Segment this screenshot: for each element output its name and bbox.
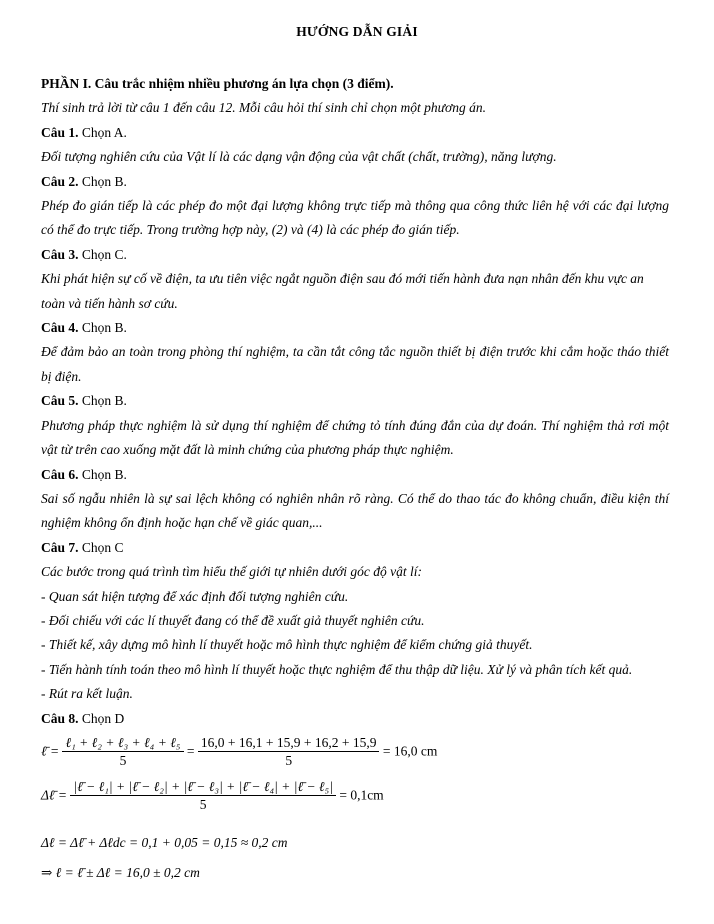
question-answer: Chọn B.: [81, 393, 127, 409]
list-item: - Rút ra kết luận.: [41, 686, 133, 702]
formula-error: Δℓ = Δℓ̄ + Δℓdc = 0,1 + 0,05 = 0,15 ≈ 0,2 cm: [41, 834, 288, 850]
list-item: - Quan sát hiện tượng để xác định đối tượng nghiên cứu.: [41, 588, 349, 604]
list-item: - Tiến hành tính toán theo mô hình lí thuyết hoặc thực nghiệm để thu thập dữ liệu. Xử lý và phân tích kết quả.: [41, 661, 633, 677]
formula-mean-lhs: ℓ̄ =: [41, 743, 60, 759]
question-header: [41, 243, 669, 267]
question-answer: Chọn B.: [81, 173, 127, 189]
question-explanation: Phép đo gián tiếp là các phép đo một đại lượng không trực tiếp mà thông qua công thức liên hệ với các đại lượng có thể đo trực tiếp. Trong trường hợp này, (2) và (4) là các phép đo gián tiếp.: [41, 198, 669, 238]
question-explanation: Phương pháp thực nghiệm là sử dụng thí nghiệm để chứng tỏ tính đúng đắn của dự đoán. Thí nghiệm thả rơi một vật từ trên cao xuống mặt đất là minh chứng của phương pháp thực nghiệm.: [41, 417, 669, 458]
question-label: Câu 7.: [41, 539, 79, 555]
equals-sign: =: [186, 743, 195, 759]
page-title: HƯỚNG DẪN GIẢI: [296, 24, 418, 39]
question-answer: Chọn B.: [81, 320, 127, 336]
question-explanation: Các bước trong quá trình tìm hiểu thế giới tự nhiên dưới góc độ vật lí:: [41, 564, 423, 580]
formula-mean-result: = 16,0 cm: [382, 743, 438, 759]
question-answer: Chọn C.: [81, 246, 127, 262]
question-header: [41, 463, 669, 487]
question-label: Câu 8.: [41, 710, 79, 726]
fraction-denominator: 5: [199, 796, 207, 812]
question-explanation: Sai số ngẫu nhiên là sự sai lệch không có nghiên nhân rõ ràng. Có thể do thao tác đo không chuẩn, điều kiện thí nghiệm không ổn định hoặc hạn chế về giác quan,...: [41, 490, 669, 531]
fraction-numerator: ℓ₁ + ℓ₂ + ℓ₃ + ℓ₄ + ℓ₅: [62, 735, 183, 752]
question-answer: Chọn C: [81, 539, 124, 555]
part-heading: PHẦN I. Câu trắc nhiệm nhiều phương án lựa chọn (3 điểm).: [41, 76, 394, 91]
question-header: [41, 316, 669, 340]
question-header: [41, 389, 669, 413]
document-body: [41, 72, 669, 887]
question-header: [41, 536, 669, 560]
question-label: Câu 6.: [41, 466, 79, 482]
question-header: [41, 121, 669, 145]
fraction: [198, 735, 380, 770]
list-item: - Đối chiếu với các lí thuyết đang có thể đề xuất giả thuyết nghiên cứu.: [41, 612, 425, 628]
question-label: Câu 3.: [41, 246, 79, 262]
question-label: Câu 5.: [41, 393, 79, 409]
question-label: Câu 2.: [41, 173, 79, 189]
question-explanation: Để đảm bảo an toàn trong phòng thí nghiệm, ta cần tắt công tắc nguồn thiết bị điện trước khi cắm hoặc tháo thiết bị điện.: [41, 344, 669, 384]
fraction-denominator: 5: [285, 752, 293, 768]
question-explanation: Đối tượng nghiên cứu của Vật lí là các dạng vận động của vật chất (chất, trường), năng lượng.: [41, 149, 557, 165]
question-explanation: Khi phát hiện sự cố về điện, ta ưu tiên việc ngắt nguồn điện sau đó mới tiến hành đưa nạn nhân đến khu vực an toàn và tiến hành sơ cứu.: [41, 271, 644, 311]
question-answer: Chọn D: [81, 710, 125, 726]
formula-final: ⇒ ℓ = ℓ̄ ± Δℓ = 16,0 ± 0,2 cm: [41, 864, 200, 880]
question-answer: Chọn A.: [81, 124, 127, 140]
question-answer: Chọn B.: [81, 466, 127, 482]
formula-mean: [41, 735, 669, 775]
question-label: Câu 1.: [41, 124, 79, 140]
formula-deviation-lhs: Δℓ̄ =: [41, 787, 68, 803]
fraction: [70, 779, 336, 814]
list-item: - Thiết kế, xây dựng mô hình lí thuyết hoặc mô hình thực nghiệm để kiểm chứng giả thuyết.: [41, 637, 533, 653]
question-label: Câu 4.: [41, 320, 79, 336]
fraction-denominator: 5: [119, 752, 127, 768]
fraction: [62, 735, 183, 770]
fraction-numerator: 16,0 + 16,1 + 15,9 + 16,2 + 15,9: [198, 735, 380, 752]
question-header: [41, 170, 669, 194]
fraction-numerator: |ℓ̄ − ℓ₁| + |ℓ̄ − ℓ₂| + |ℓ̄ − ℓ₃| + |ℓ̄ − ℓ₄| + |ℓ̄ − ℓ₅|: [70, 779, 336, 796]
part-instruction: Thí sinh trả lời từ câu 1 đến câu 12. Mỗi câu hỏi thí sinh chỉ chọn một phương án.: [41, 100, 486, 116]
question-header: [41, 707, 669, 731]
formula-deviation: [41, 779, 669, 825]
formula-deviation-result: = 0,1cm: [339, 787, 384, 803]
